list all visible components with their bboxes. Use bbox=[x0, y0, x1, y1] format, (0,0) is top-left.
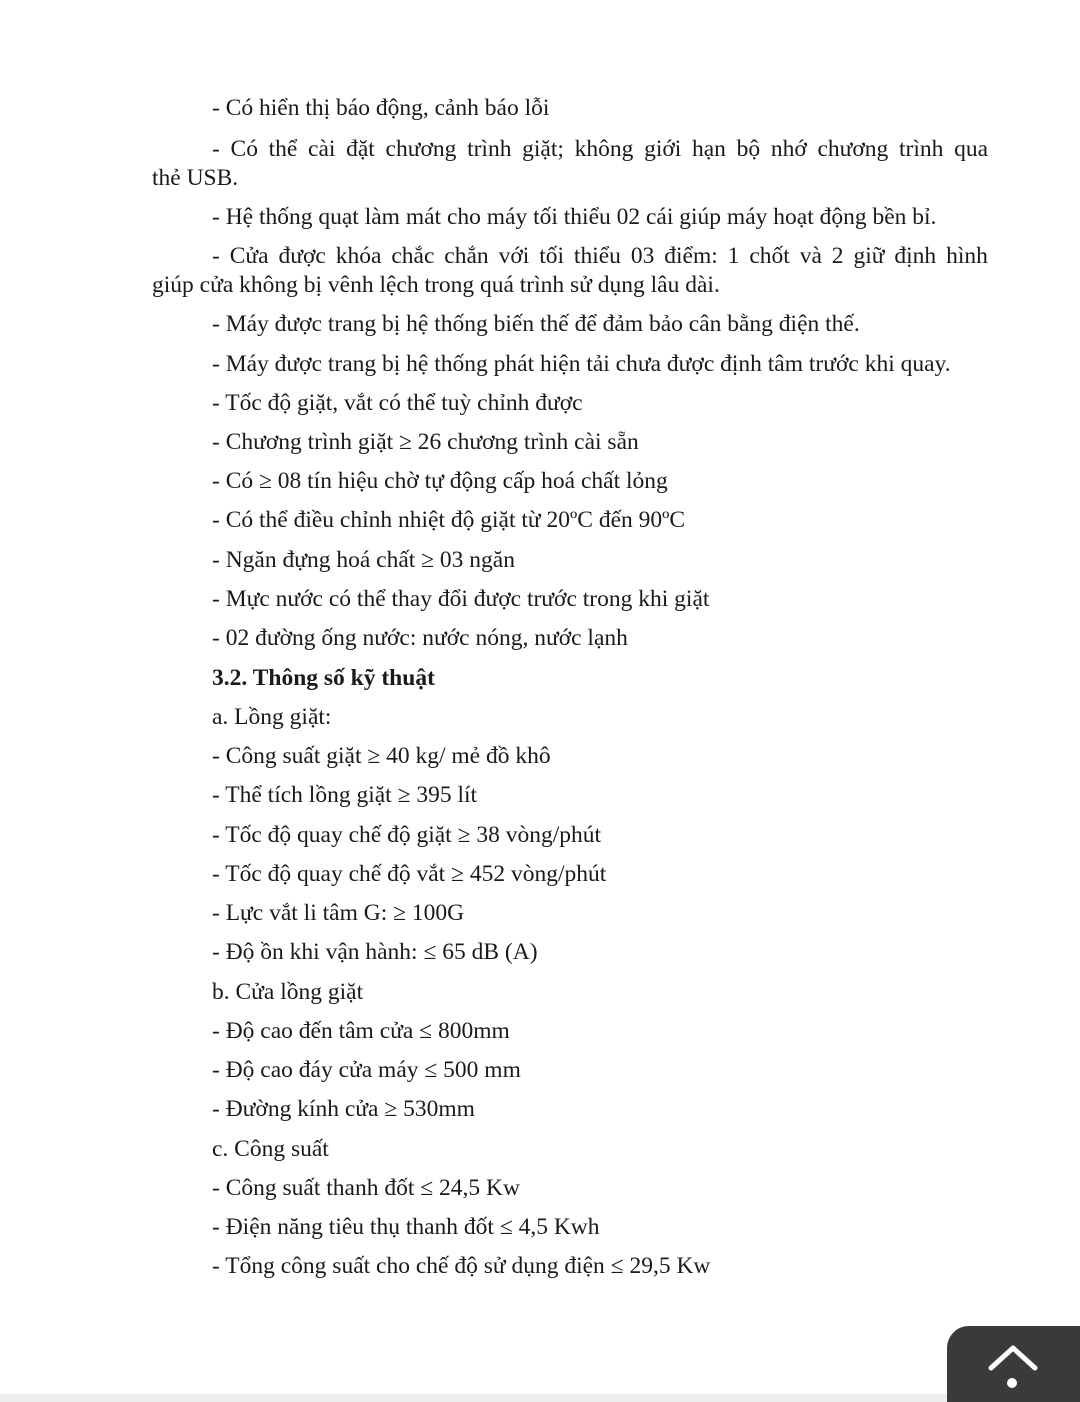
text-line: - Tốc độ quay chế độ vắt ≥ 452 vòng/phút bbox=[212, 861, 607, 887]
word: 2 bbox=[831, 243, 844, 269]
text-line: - Điện năng tiêu thụ thanh đốt ≤ 4,5 Kwh bbox=[212, 1214, 600, 1240]
word: qua bbox=[954, 136, 988, 162]
word: chốt bbox=[749, 243, 790, 269]
subsection-heading: a. Lồng giặt: bbox=[212, 704, 332, 730]
word: chương bbox=[385, 136, 457, 162]
text-line: - Ngăn đựng hoá chất ≥ 03 ngăn bbox=[212, 547, 515, 573]
text-line: - Tổng công suất cho chế độ sử dụng điện ≤ 29,5 Kw bbox=[212, 1253, 711, 1279]
text-line: - Chương trình giặt ≥ 26 chương trình cài sẵn bbox=[212, 429, 639, 455]
word: trình bbox=[898, 136, 944, 162]
text-line bbox=[212, 241, 988, 271]
text-line: - Có thể điều chỉnh nhiệt độ giặt từ 20ºC đến 90ºC bbox=[212, 507, 686, 533]
dot-indicator bbox=[1007, 1378, 1017, 1388]
text-line: - Hệ thống quạt làm mát cho máy tối thiểu 02 cái giúp máy hoạt động bền bỉ. bbox=[212, 204, 937, 230]
text-line: - Máy được trang bị hệ thống biến thế để đảm bảo cân bằng điện thế. bbox=[212, 311, 860, 337]
subsection-heading: c. Công suất bbox=[212, 1136, 329, 1162]
bottom-divider bbox=[0, 1394, 1080, 1402]
word: 03 bbox=[630, 243, 655, 269]
word: - bbox=[212, 136, 220, 162]
word: 1 bbox=[727, 243, 740, 269]
text-line: thẻ USB. bbox=[152, 165, 239, 191]
word: hạn bbox=[692, 136, 726, 162]
text-line: - Độ cao đáy cửa máy ≤ 500 mm bbox=[212, 1057, 521, 1083]
scroll-to-top-button[interactable] bbox=[947, 1326, 1080, 1402]
word: giới bbox=[644, 136, 682, 162]
word: và bbox=[799, 243, 822, 269]
word: cài bbox=[308, 136, 336, 162]
text-line: - Đường kính cửa ≥ 530mm bbox=[212, 1096, 475, 1122]
word: hình bbox=[946, 243, 988, 269]
word: với bbox=[498, 243, 530, 269]
word: khóa bbox=[335, 243, 382, 269]
word: định bbox=[894, 243, 937, 269]
word: chắn bbox=[444, 243, 489, 269]
section-heading: 3.2. Thông số kỹ thuật bbox=[212, 665, 435, 691]
text-line: - Thể tích lồng giặt ≥ 395 lít bbox=[212, 782, 478, 808]
text-line: - Có ≥ 08 tín hiệu chờ tự động cấp hoá chất lỏng bbox=[212, 468, 668, 494]
word: thể bbox=[268, 136, 298, 162]
word: thiểu bbox=[573, 243, 621, 269]
word: đặt bbox=[346, 136, 375, 162]
word: được bbox=[278, 243, 326, 269]
word: chắc bbox=[391, 243, 435, 269]
text-line: - Độ cao đến tâm cửa ≤ 800mm bbox=[212, 1018, 510, 1044]
word: - bbox=[212, 243, 220, 269]
subsection-heading: b. Cửa lồng giặt bbox=[212, 979, 364, 1005]
text-line: - Tốc độ quay chế độ giặt ≥ 38 vòng/phút bbox=[212, 822, 602, 848]
word: Có bbox=[230, 136, 258, 162]
word: nhớ bbox=[770, 136, 807, 162]
text-line bbox=[212, 134, 988, 164]
word: chương bbox=[817, 136, 889, 162]
text-line: - Lực vắt li tâm G: ≥ 100G bbox=[212, 900, 465, 926]
word: giặt; bbox=[522, 136, 564, 162]
word: điểm: bbox=[664, 243, 718, 269]
text-line: - Công suất giặt ≥ 40 kg/ mẻ đồ khô bbox=[212, 743, 551, 769]
text-line: - Công suất thanh đốt ≤ 24,5 Kw bbox=[212, 1175, 520, 1201]
word: bộ bbox=[736, 136, 761, 162]
text-line: - Độ ồn khi vận hành: ≤ 65 dB (A) bbox=[212, 939, 538, 965]
word: không bbox=[574, 136, 634, 162]
text-line: - 02 đường ống nước: nước nóng, nước lạnh bbox=[212, 625, 628, 651]
text-line: - Máy được trang bị hệ thống phát hiện tải chưa được định tâm trước khi quay. bbox=[212, 351, 951, 377]
word: trình bbox=[467, 136, 512, 162]
text-line: - Tốc độ giặt, vắt có thể tuỳ chỉnh được bbox=[212, 390, 583, 416]
text-line: - Có hiển thị báo động, cảnh báo lỗi bbox=[212, 95, 550, 121]
word: tối bbox=[539, 243, 565, 269]
text-line: - Mực nước có thể thay đổi được trước trong khi giặt bbox=[212, 586, 710, 612]
word: Cửa bbox=[229, 243, 269, 269]
word: giữ bbox=[853, 243, 885, 269]
text-line: giúp cửa không bị vênh lệch trong quá trình sử dụng lâu dài. bbox=[152, 272, 720, 298]
chevron-up-icon bbox=[987, 1342, 1039, 1372]
